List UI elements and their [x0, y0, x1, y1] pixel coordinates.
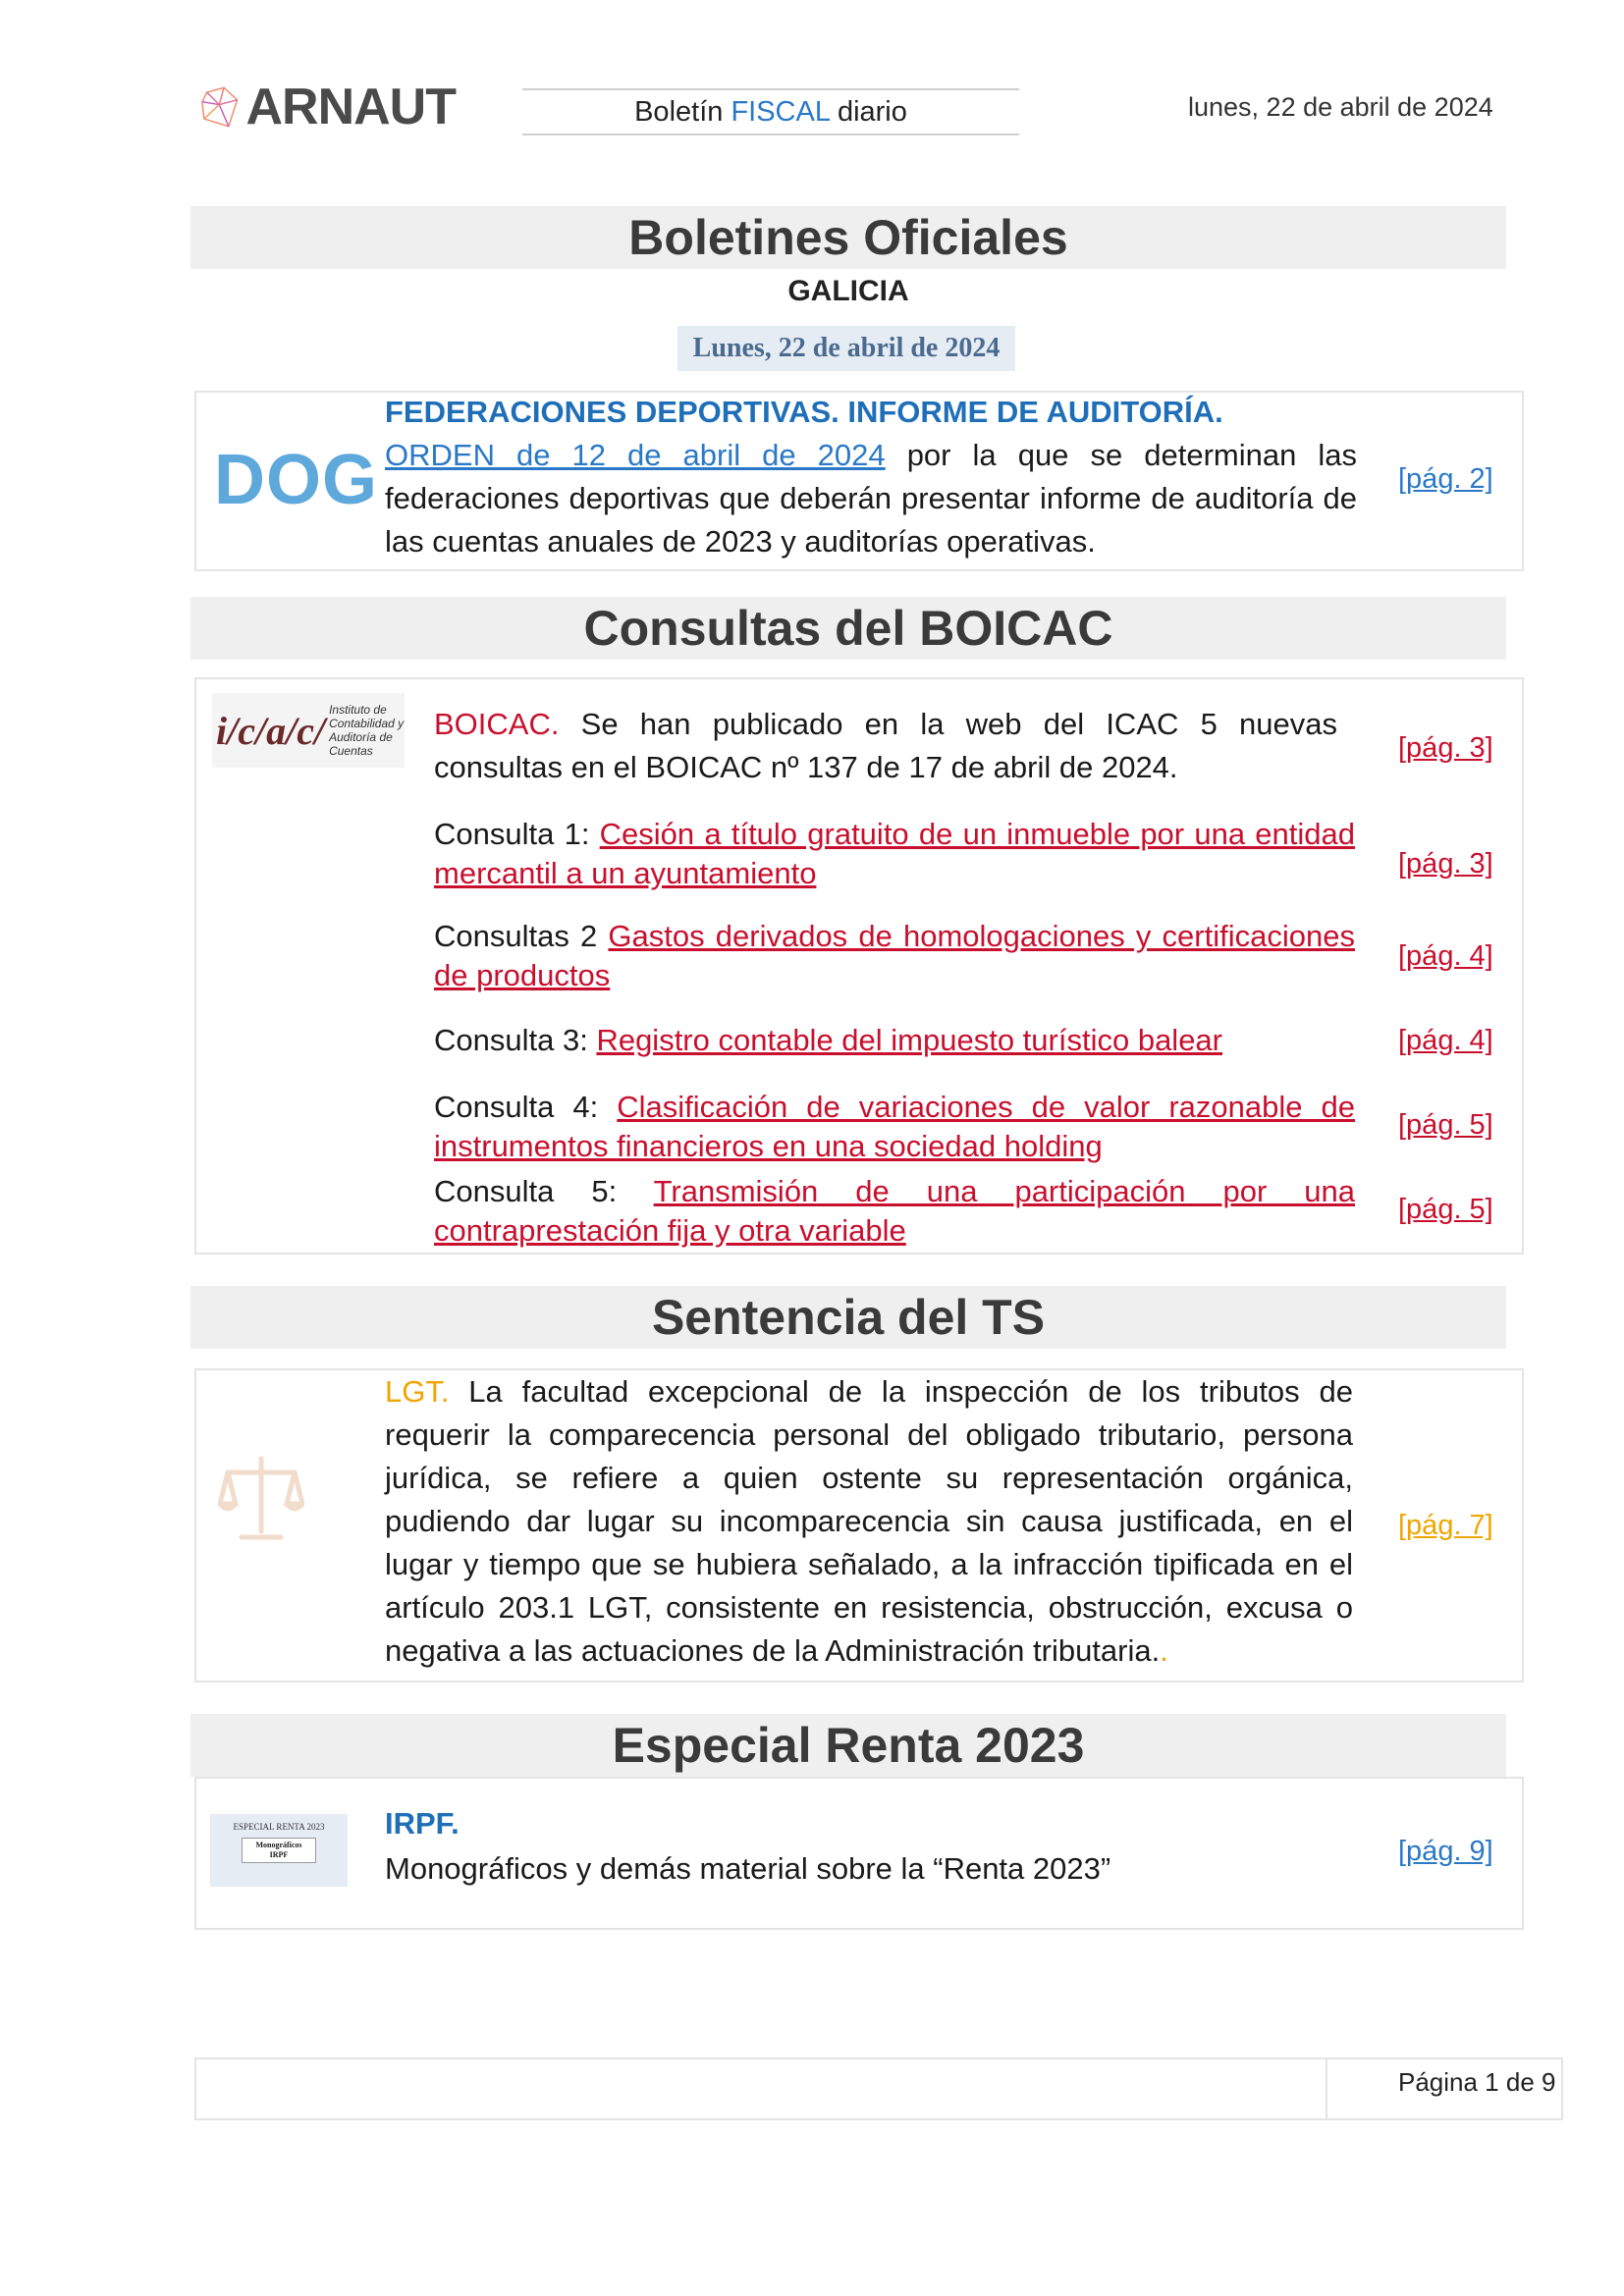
bulletin-prefix: Boletín [634, 96, 731, 128]
page-ref-link-consulta-2[interactable]: [pág. 4] [1398, 940, 1493, 972]
consulta-label: Consulta 1: [434, 817, 600, 851]
consulta-item-3 [434, 1021, 1355, 1060]
page-ref-link-renta[interactable]: [pág. 9] [1398, 1836, 1493, 1867]
section-title-renta: Especial Renta 2023 [190, 1714, 1506, 1777]
consulta-item-5 [434, 1172, 1355, 1251]
footer-box [194, 2057, 1563, 2120]
bulletin-highlight: FISCAL [731, 96, 830, 128]
icac-logo-caption: Instituto de Contabilidad y Auditoría de Cuentas [329, 703, 405, 758]
consulta-item-2 [434, 917, 1355, 995]
page-ref-link-ts[interactable]: [pág. 7] [1398, 1510, 1493, 1541]
header-date: lunes, 22 de abril de 2024 [1188, 92, 1493, 122]
renta-thumb-line2: IRPF [269, 1850, 289, 1859]
dog-text: por la que se determinan las federaciones deportivas que deberán presentar informe de auditoría de las cuentas anuales de 2023 y auditorías operativas. [385, 438, 1357, 559]
arnaut-logo [200, 63, 456, 151]
renta-thumbnail [210, 1814, 348, 1887]
renta-heading: IRPF. [385, 1806, 460, 1841]
region-label: GALICIA [787, 275, 909, 307]
diamond-logo-icon [200, 63, 240, 151]
section-title-boletines: Boletines Oficiales [190, 206, 1506, 269]
page-ref-link-consulta-5[interactable]: [pág. 5] [1398, 1194, 1493, 1225]
consulta-link[interactable]: Clasificación de variaciones de valor razonable de instrumentos financieros en una sociedad holding [434, 1090, 1355, 1163]
boicac-intro [434, 703, 1337, 789]
consulta-label: Consulta 5: [434, 1174, 654, 1208]
ts-description [385, 1370, 1353, 1673]
bulletin-suffix: diario [829, 96, 907, 128]
dog-logo: DOG [214, 441, 379, 519]
date-badge: Lunes, 22 de abril de 2024 [677, 326, 1015, 371]
page-ref-link-consulta-3[interactable]: [pág. 4] [1398, 1025, 1493, 1056]
ts-label: LGT. [385, 1374, 450, 1409]
section-title-ts: Sentencia del TS [190, 1286, 1506, 1349]
renta-thumb-line1: Monográficos [255, 1841, 302, 1849]
page-ref-link-consulta-1[interactable]: [pág. 3] [1398, 848, 1493, 880]
renta-text: Monográficos y demás material sobre la “Renta 2023” [385, 1851, 1111, 1886]
dog-heading: FEDERACIONES DEPORTIVAS. INFORME DE AUDITORÍA. [385, 395, 1223, 429]
icac-logo-mark: i/c/a/c/ [216, 708, 326, 753]
scales-icon [218, 1453, 304, 1543]
ts-text: La facultad excepcional de la inspección de los tributos de requerir la comparecencia personal del obligado tributario, persona jurídica, se refiere a quien ostente su representación orgánica, pudiendo dar lugar su incomparecencia sin causa justificada, en el lugar y tiempo que se hubiera señalado, a la infracción tipificada en el artículo 203.1 LGT, consistente en resistencia, obstrucción, excusa o negativa a las actuaciones de la Administración tributaria. [385, 1374, 1353, 1668]
consulta-item-1 [434, 815, 1355, 893]
consulta-link[interactable]: Cesión a título gratuito de un inmueble por una entidad mercantil a un ayuntamiento [434, 817, 1355, 890]
boicac-label: BOICAC. [434, 707, 560, 741]
consulta-item-4 [434, 1088, 1355, 1166]
boicac-intro-text: Se han publicado en la web del ICAC 5 nuevas consultas en el BOICAC nº 137 de 17 de abril de 2024. [434, 707, 1337, 784]
consulta-link[interactable]: Gastos derivados de homologaciones y certificaciones de productos [434, 919, 1355, 992]
page-ref-link-boicac[interactable]: [pág. 3] [1398, 732, 1493, 764]
consulta-link[interactable]: Registro contable del impuesto turístico balear [596, 1023, 1222, 1057]
consulta-label: Consulta 3: [434, 1023, 597, 1057]
consulta-label: Consulta 4: [434, 1090, 618, 1124]
logo-text: ARNAUT [245, 79, 456, 135]
renta-thumb-title: ESPECIAL RENTA 2023 [233, 1822, 325, 1832]
renta-thumb-card [242, 1838, 316, 1863]
consulta-link[interactable]: Transmisión de una participación por una contraprestación fija y otra variable [434, 1174, 1355, 1248]
consulta-label: Consultas 2 [434, 919, 609, 953]
section-title-boicac: Consultas del BOICAC [190, 597, 1506, 660]
icac-logo [212, 693, 405, 768]
page-ref-link-consulta-4[interactable]: [pág. 5] [1398, 1109, 1493, 1141]
dog-description [385, 434, 1357, 563]
ts-trailing-dot: . [1160, 1633, 1168, 1668]
bulletin-title [522, 88, 1019, 135]
page-ref-link-dog[interactable]: [pág. 2] [1398, 463, 1493, 495]
footer-divider [1326, 2059, 1327, 2118]
page-number: Página 1 de 9 [1398, 2067, 1556, 2097]
orden-link[interactable]: ORDEN de 12 de abril de 2024 [385, 438, 886, 472]
